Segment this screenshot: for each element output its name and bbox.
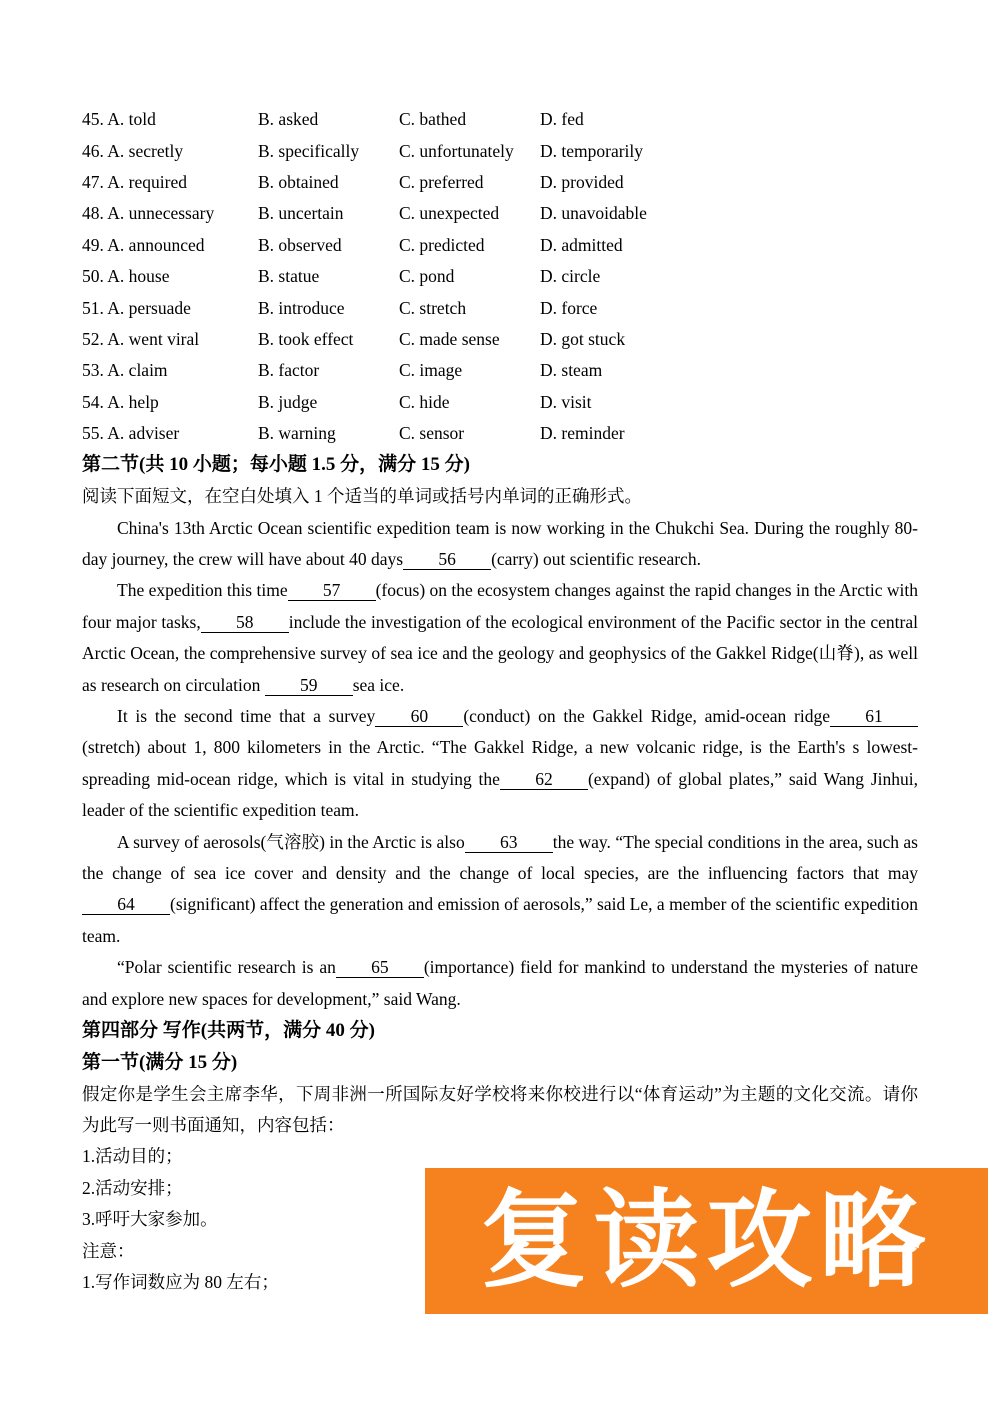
cloze-options-table [82, 104, 918, 449]
option-cell: B. factor [258, 360, 320, 381]
section2-heading: 第二节(共 10 小题；每小题 1.5 分，满分 15 分) [82, 454, 470, 476]
option-row [82, 355, 918, 386]
option-cell: 51. A. persuade [82, 297, 191, 318]
option-cell: B. uncertain [258, 203, 344, 224]
option-cell: 54. A. help [82, 391, 159, 412]
option-cell: B. statue [258, 266, 320, 287]
option-cell: C. hide [399, 391, 450, 412]
option-cell: B. specifically [258, 140, 360, 161]
passage-paragraph: “Polar scientific research is an 65 (importance) field for mankind to understand the mysteries of nature and explore new spaces for development,” said Wang. [82, 957, 918, 1009]
cloze-blank-57: 57 [288, 580, 376, 601]
option-cell: D. visit [540, 391, 592, 412]
watermark-text: 复读攻略 [480, 1179, 933, 1302]
option-cell: 47. A. required [82, 171, 187, 192]
option-cell: C. sensor [399, 423, 465, 444]
option-cell: B. observed [258, 234, 342, 255]
section2-instruction: 阅读下面短文，在空白处填入 1 个适当的单词或括号内单词的正确形式。 [82, 486, 642, 507]
option-cell: C. unfortunately [399, 140, 514, 161]
cloze-blank-63: 63 [465, 832, 553, 853]
option-cell: 50. A. house [82, 266, 170, 287]
passage-paragraph: The expedition this time 57 (focus) on the ecosystem changes against the rapid changes in the Arctic with four major tasks, 58 include the investigation of the ecological environment of the Pacific sector in the central Arctic Ocean, the comprehensive survey of sea ice and the geology and geophysics of the Gakkel Ridge(山脊), as well as research on circulation 59 sea ice. [82, 580, 918, 695]
option-row [82, 104, 918, 135]
writing-prompt: 假定你是学生会主席李华，下周非洲一所国际友好学校将来你校进行以“体育运动”为主题的文化交流。请你为此写一则书面通知，内容包括： [82, 1083, 918, 1135]
option-cell: C. preferred [399, 171, 484, 192]
option-cell: C. unexpected [399, 203, 500, 224]
writing-point: 3.呼吁大家参加。 [82, 1209, 218, 1230]
option-cell: 52. A. went viral [82, 328, 200, 349]
option-row [82, 135, 918, 166]
option-cell: D. provided [540, 171, 624, 192]
option-cell: C. predicted [399, 234, 485, 255]
option-cell: D. got stuck [540, 328, 626, 349]
passage-paragraph: A survey of aerosols(气溶胶) in the Arctic is also 63 the way. “The special conditions in the area, such as the change of sea ice cover and density and the change of local species, are the influencing factors that may 64 (significant) affect the generation and emission of aerosols,” said Le, a member of the scientific expedition team. [82, 831, 918, 946]
option-row [82, 324, 918, 355]
option-row [82, 418, 918, 449]
writing-note: 1.写作词数应为 80 左右； [82, 1272, 279, 1293]
option-row [82, 387, 918, 418]
passage-paragraph: China's 13th Arctic Ocean scientific expedition team is now working in the Chukchi Sea. During the roughly 80-day journey, the crew will have about 40 days 56 (carry) out scientific research. [82, 517, 918, 569]
option-row [82, 292, 918, 323]
orange-watermark-banner [425, 1168, 988, 1314]
option-cell: 45. A. told [82, 109, 156, 130]
cloze-blank-65: 65 [336, 957, 424, 978]
option-row [82, 261, 918, 292]
option-cell: D. fed [540, 109, 584, 130]
notes-label: 注意： [82, 1240, 135, 1261]
cloze-blank-60: 60 [375, 706, 463, 727]
cloze-blank-58: 58 [201, 612, 289, 633]
option-row [82, 198, 918, 229]
part4-heading: 第四部分 写作(共两节，满分 40 分) [82, 1020, 375, 1041]
option-cell: D. admitted [540, 234, 623, 255]
cloze-blank-61: 61 [830, 706, 918, 727]
option-cell: B. judge [258, 391, 318, 412]
option-cell: 55. A. adviser [82, 423, 180, 444]
option-cell: C. bathed [399, 109, 467, 130]
option-cell: D. temporarily [540, 140, 644, 161]
option-cell: D. force [540, 297, 598, 318]
option-cell: B. obtained [258, 171, 339, 192]
passage-paragraph: It is the second time that a survey 60 (conduct) on the Gakkel Ridge, amid-ocean ridge 61(stretch) about 1, 800 kilometers in the Arctic. “The Gakkel Ridge, a new volcanic ridge, is the Earth's s lowest-spreading mid-ocean ridge, which is vital in studying the 62 (expand) of global plates,” said Wang Jinhui, leader of the scientific expedition team. [82, 705, 918, 821]
option-cell: B. took effect [258, 328, 354, 349]
option-cell: 48. A. unnecessary [82, 203, 215, 224]
cloze-passage [82, 513, 918, 1016]
option-cell: D. steam [540, 360, 603, 381]
cloze-blank-59: 59 [265, 675, 353, 696]
writing-point: 1.活动目的； [82, 1146, 183, 1167]
option-cell: C. pond [399, 266, 455, 287]
option-cell: C. stretch [399, 297, 467, 318]
option-cell: B. introduce [258, 297, 345, 318]
part4-section1-heading: 第一节(满分 15 分) [82, 1051, 238, 1073]
option-row [82, 167, 918, 198]
option-cell: C. made sense [399, 328, 500, 349]
option-cell: 46. A. secretly [82, 140, 184, 161]
option-cell: D. reminder [540, 423, 625, 444]
option-row [82, 230, 918, 261]
cloze-blank-62: 62 [500, 769, 588, 790]
option-cell: C. image [399, 360, 463, 381]
writing-point: 2.活动安排； [82, 1177, 183, 1198]
option-cell: D. unavoidable [540, 203, 647, 224]
option-cell: 53. A. claim [82, 360, 168, 381]
cloze-blank-64: 64 [82, 894, 170, 915]
option-cell: B. warning [258, 423, 336, 444]
cloze-blank-56: 56 [403, 549, 491, 570]
option-cell: 49. A. announced [82, 234, 205, 255]
option-cell: B. asked [258, 109, 319, 130]
option-cell: D. circle [540, 266, 601, 287]
